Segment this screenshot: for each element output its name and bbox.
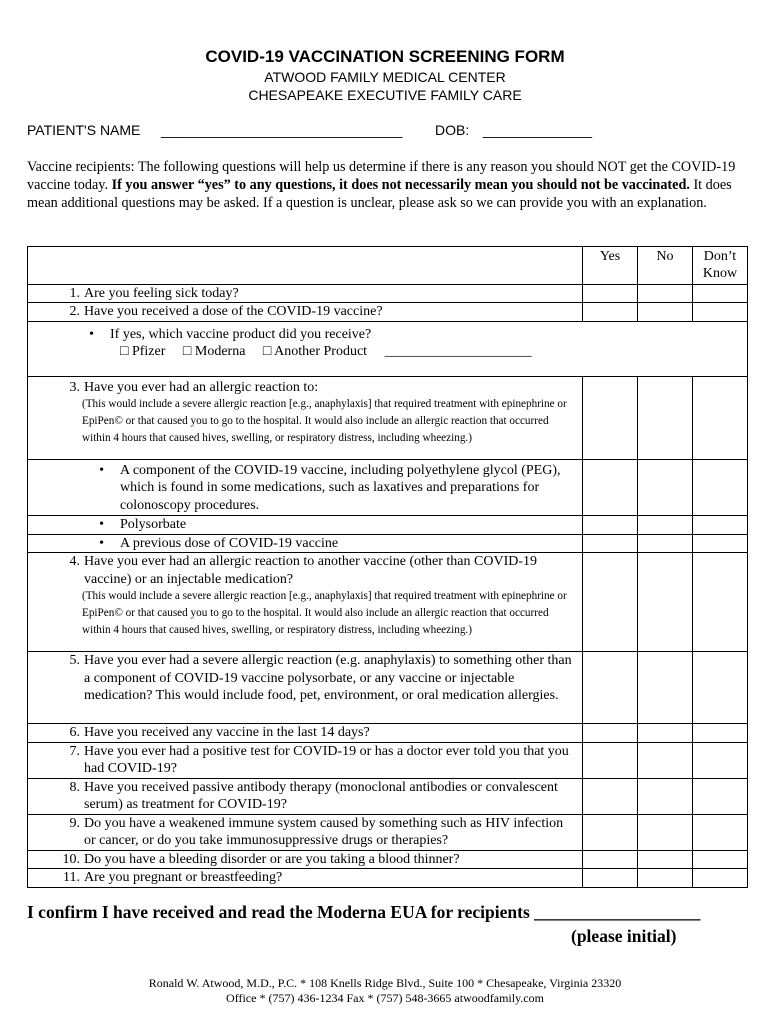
q10-number: 10. — [62, 851, 80, 867]
intro-paragraph — [27, 158, 747, 212]
table-row — [28, 724, 748, 742]
q3a-yes-cell[interactable] — [583, 459, 638, 515]
q1-text: Are you feeling sick today? — [84, 286, 239, 301]
q3b-yes-cell[interactable] — [583, 515, 638, 534]
table-row — [28, 869, 748, 888]
q5-dont-know-cell[interactable] — [693, 652, 748, 724]
table-row — [28, 321, 748, 376]
bullet-icon: • — [99, 462, 104, 478]
checkbox-icon[interactable]: □ — [120, 344, 129, 360]
org-name: ATWOOD FAMILY MEDICAL CENTER — [264, 69, 506, 85]
checkbox-icon[interactable]: □ — [262, 344, 272, 360]
q3-text: Have you ever had an allergic reaction to: — [84, 379, 319, 395]
q3-no-cell[interactable] — [638, 376, 693, 459]
initial-caption: (please initial) — [571, 926, 677, 946]
q3b-dont-know-cell[interactable] — [693, 515, 748, 534]
q4-yes-cell[interactable] — [583, 553, 638, 652]
another-product-field[interactable]: _____________________ — [384, 344, 532, 360]
bullet-icon: • — [89, 326, 94, 342]
q6-number: 6. — [69, 725, 80, 741]
q6-text: Have you received any vaccine in the last 14 days? — [84, 725, 370, 741]
q3b-no-cell[interactable] — [638, 515, 693, 534]
q3-note: (This would include a severe allergic reaction [e.g., anaphylaxis] that required treatment with epinephrine or EpiPen© or that caused you to go to the hospital. It would also include an allergic reaction that occurred within 4 hours that caused hives, swelling, or respiratory distress, including wheezing.) — [82, 398, 567, 445]
table-row — [28, 652, 748, 724]
dob-field[interactable]: ______________ — [483, 122, 593, 138]
form-title: COVID-19 VACCINATION SCREENING FORM — [205, 47, 565, 66]
q5-number: 5. — [69, 653, 80, 669]
q4-dont-know-cell[interactable] — [693, 553, 748, 652]
q10-text: Do you have a bleeding disorder or are you taking a blood thinner? — [84, 851, 460, 867]
dob-label: DOB: — [435, 122, 470, 138]
q9-no-cell[interactable] — [638, 814, 693, 850]
q2-sub-text: If yes, which vaccine product did you receive? — [110, 326, 372, 342]
q7-number: 7. — [69, 743, 80, 759]
table-row — [28, 553, 748, 652]
bullet-icon: • — [99, 535, 104, 551]
q9-dont-know-cell[interactable] — [693, 814, 748, 850]
q8-yes-cell[interactable] — [583, 778, 638, 814]
patient-name-label: PATIENT'S NAME — [27, 122, 141, 138]
q11-number: 11. — [63, 870, 80, 886]
q2-yes-cell[interactable] — [583, 303, 638, 321]
q5-text: Have you ever had a severe allergic reaction (e.g. anaphylaxis) to something other than a component of COVID-19 vaccine polysorbate, or any vaccine or injectable medication? This would include food, pet, environment, or oral medication allergies. — [84, 653, 572, 704]
q2-text: Have you received a dose of the COVID-19 vaccine? — [84, 304, 383, 320]
q9-yes-cell[interactable] — [583, 814, 638, 850]
intro-text-a: Vaccine recipients: The following questions will help us determine if there is any reason you should NOT get the COVID-19 vaccine today. — [27, 159, 736, 193]
option-moderna[interactable]: □ Moderna — [182, 344, 246, 360]
q6-dont-know-cell[interactable] — [693, 724, 748, 742]
q7-text: Have you ever had a positive test for COVID-19 or has a doctor ever told you that you had COVID-19? — [84, 743, 569, 777]
q3-bullet-1: A component of the COVID-19 vaccine, including polyethylene glycol (PEG), which is found in some medications, such as laxatives and preparations for colonoscopy procedures. — [120, 462, 561, 513]
footer-contact: Office * (757) 436-1234 Fax * (757) 548-3665 atwoodfamily.com — [226, 991, 544, 1005]
col-header-dont-know: Don’t Know — [693, 247, 748, 285]
q4-no-cell[interactable] — [638, 553, 693, 652]
header-question-cell — [28, 247, 583, 285]
q3a-no-cell[interactable] — [638, 459, 693, 515]
table-row — [28, 303, 748, 321]
q9-number: 9. — [69, 815, 80, 831]
q3-dont-know-cell[interactable] — [693, 376, 748, 459]
confirm-text: I confirm I have received and read the Moderna EUA for recipients — [27, 902, 530, 922]
q1-dont-know-cell[interactable] — [693, 285, 748, 303]
q10-dont-know-cell[interactable] — [693, 850, 748, 868]
intro-text-bold: If you answer “yes” to any questions, it does not necessarily mean you should not be vaccinated. — [111, 177, 690, 193]
table-row — [28, 515, 748, 534]
q1-no-cell[interactable] — [638, 285, 693, 303]
q10-no-cell[interactable] — [638, 850, 693, 868]
option-pfizer[interactable]: □ Pfizer — [120, 344, 166, 360]
col-header-yes: Yes — [583, 247, 638, 285]
q9-text: Do you have a weakened immune system caused by something such as HIV infection or cancer, or do you take immunosuppressive drugs or therapies? — [84, 815, 564, 849]
q1-yes-cell[interactable] — [583, 285, 638, 303]
table-row — [28, 534, 748, 552]
q3-bullet-2: Polysorbate — [120, 516, 187, 532]
q2-dont-know-cell[interactable] — [693, 303, 748, 321]
q3c-dont-know-cell[interactable] — [693, 534, 748, 552]
q8-text: Have you received passive antibody therapy (monoclonal antibodies or convalescent serum) as treatment for COVID-19? — [84, 779, 558, 813]
q3-number: 3. — [69, 379, 80, 395]
confirm-statement — [27, 902, 700, 923]
table-row — [28, 285, 748, 303]
initial-field[interactable]: ___________________ — [534, 902, 701, 922]
q6-yes-cell[interactable] — [583, 724, 638, 742]
footer-address: Ronald W. Atwood, M.D., P.C. * 108 Knells Ridge Blvd., Suite 100 * Chesapeake, Virginia 23320 — [148, 976, 622, 990]
vaccine-product-options — [28, 343, 747, 360]
table-row — [28, 376, 748, 459]
col-header-no: No — [638, 247, 693, 285]
table-row — [28, 850, 748, 868]
q11-dont-know-cell[interactable] — [693, 869, 748, 888]
q2-number: 2. — [69, 304, 80, 320]
bullet-icon: • — [99, 516, 104, 532]
q11-no-cell[interactable] — [638, 869, 693, 888]
table-row — [28, 459, 748, 515]
screening-table — [27, 246, 748, 888]
q5-yes-cell[interactable] — [583, 652, 638, 724]
q4-text: Have you ever had an allergic reaction to another vaccine (other than COVID-19 vaccine) or an injectable medication? — [84, 554, 537, 587]
q11-text: Are you pregnant or breastfeeding? — [84, 870, 283, 886]
q8-dont-know-cell[interactable] — [693, 778, 748, 814]
table-row — [28, 778, 748, 814]
q8-no-cell[interactable] — [638, 778, 693, 814]
intro-text-b: It does mean additional questions may be asked. If a question is unclear, please ask so we can provide you with an explanation. — [27, 177, 732, 211]
q6-no-cell[interactable] — [638, 724, 693, 742]
q3c-yes-cell[interactable] — [583, 534, 638, 552]
table-header-row — [28, 247, 748, 285]
checkbox-icon[interactable]: □ — [182, 344, 192, 360]
q1-number: 1. — [69, 286, 80, 301]
q5-no-cell[interactable] — [638, 652, 693, 724]
patient-name-field[interactable]: _______________________________ — [161, 122, 403, 138]
q4-note: (This would include a severe allergic reaction [e.g., anaphylaxis] that required treatment with epinephrine or EpiPen© or that caused you to go to the hospital. It would also include an allergic reaction that occurred within 4 hours that caused hives, swelling, or respiratory distress, including wheezing.) — [82, 590, 567, 637]
option-another-product[interactable]: □ Another Product — [262, 344, 368, 360]
q3c-no-cell[interactable] — [638, 534, 693, 552]
q3-bullet-3: A previous dose of COVID-19 vaccine — [120, 535, 339, 551]
table-row — [28, 742, 748, 778]
q2-no-cell[interactable] — [638, 303, 693, 321]
q7-dont-know-cell[interactable] — [693, 742, 748, 778]
table-row — [28, 814, 748, 850]
q11-yes-cell[interactable] — [583, 869, 638, 888]
org-subname: CHESAPEAKE EXECUTIVE FAMILY CARE — [248, 87, 522, 103]
q8-number: 8. — [69, 779, 80, 795]
q7-no-cell[interactable] — [638, 742, 693, 778]
q4-number: 4. — [69, 554, 80, 570]
q3a-dont-know-cell[interactable] — [693, 459, 748, 515]
q3-yes-cell[interactable] — [583, 376, 638, 459]
q10-yes-cell[interactable] — [583, 850, 638, 868]
q7-yes-cell[interactable] — [583, 742, 638, 778]
